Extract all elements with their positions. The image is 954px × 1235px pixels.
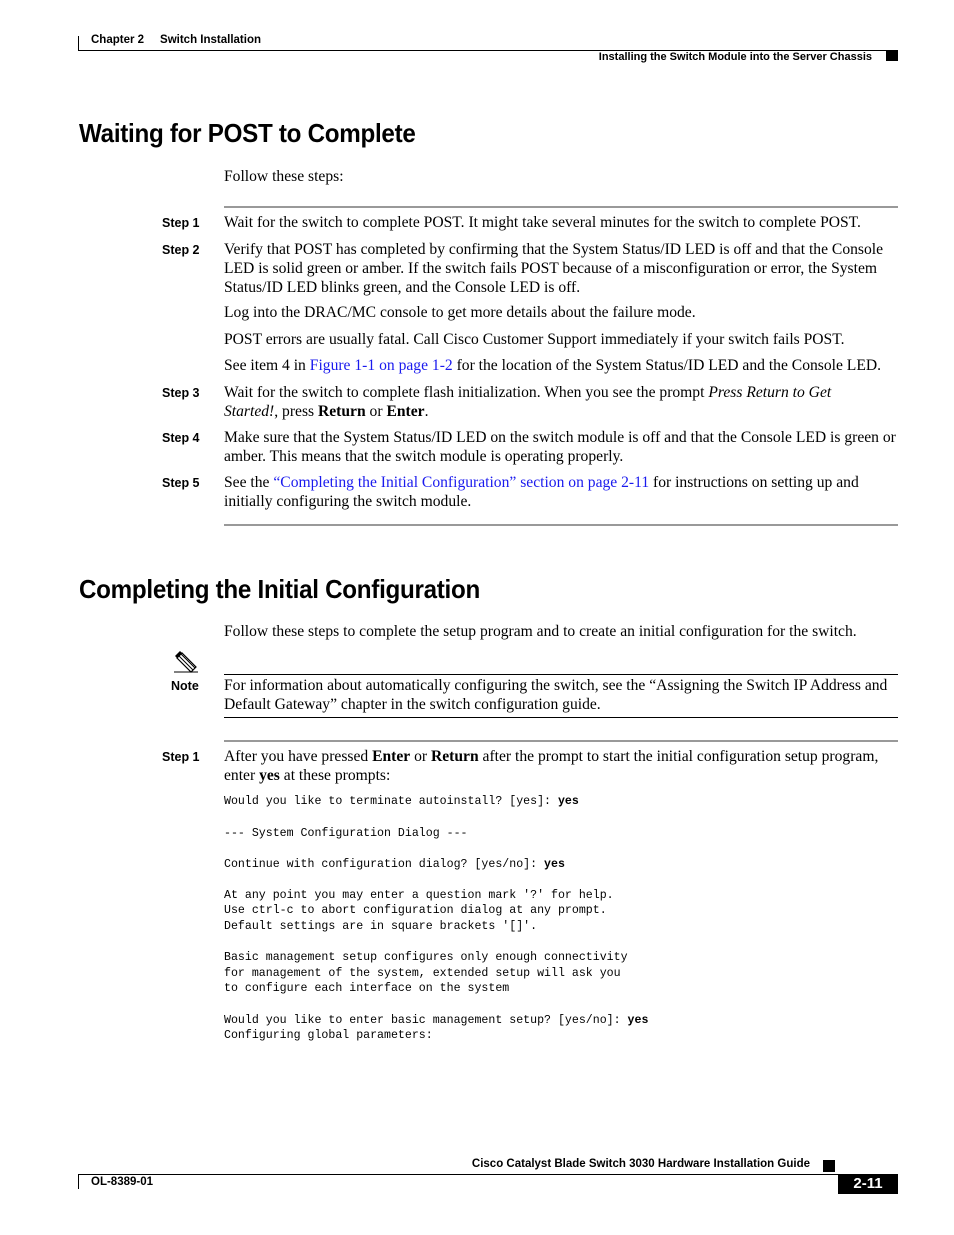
prompt-italic: Press Return to Get Started! <box>224 384 832 420</box>
code-line: --- System Configuration Dialog --- <box>224 827 468 840</box>
note-label: Note <box>171 679 199 693</box>
step-text <box>224 473 898 511</box>
key-return: Return <box>318 403 366 420</box>
footer-marker-block <box>823 1160 835 1172</box>
key-return: Return <box>431 748 479 765</box>
code-line: At any point you may enter a question mark '?' for help. <box>224 889 614 902</box>
code-text: Continue with configuration dialog? [yes/no]: <box>224 858 545 871</box>
footer-rule <box>78 1174 898 1175</box>
code-answer: yes <box>627 1014 649 1027</box>
step-label: Step 2 <box>162 243 200 257</box>
text-run: or <box>410 748 431 765</box>
step-label: Step 1 <box>162 750 200 764</box>
post-intro: Follow these steps: <box>224 168 344 185</box>
step-text: Wait for the switch to complete POST. It might take several minutes for the switch to complete POST. <box>224 214 861 231</box>
text-run: or <box>365 403 387 420</box>
note-top-rule <box>224 674 898 675</box>
footer-doc-id: OL-8389-01 <box>91 1176 154 1188</box>
config-steps-top-rule <box>224 740 898 742</box>
text-run: See item 4 in <box>224 357 310 374</box>
footer-guide-title: Cisco Catalyst Blade Switch 3030 Hardware Installation Guide <box>471 1158 810 1170</box>
chapter-title: Switch Installation <box>160 34 262 46</box>
text-run: Wait for the switch to complete flash initialization. When you see the prompt <box>224 384 709 401</box>
code-line <box>224 794 579 810</box>
key-enter: Enter <box>386 403 425 420</box>
footer-vertical-rule <box>78 1174 79 1189</box>
step-text: Verify that POST has completed by confirming that the System Status/ID LED is off and that the Console LED is solid green or amber. If the switch fails POST because of a misconfiguration or error, the System Status/ID LED blinks green, and the Console LED is off. <box>224 241 884 296</box>
answer-yes: yes <box>259 767 280 784</box>
step-label: Step 4 <box>162 431 200 445</box>
code-line: Configuring global parameters: <box>224 1029 433 1042</box>
step-label: Step 3 <box>162 386 200 400</box>
text-run: See the <box>224 474 274 491</box>
header-marker-block <box>886 51 898 61</box>
header-chapter <box>91 34 261 46</box>
pencil-note-icon <box>173 650 199 674</box>
code-line <box>224 1013 648 1029</box>
code-line <box>224 857 565 873</box>
text-run: at these prompts: <box>279 767 391 784</box>
step-paragraph: POST errors are usually fatal. Call Cisco Customer Support immediately if your switch fails POST. <box>224 331 845 348</box>
note-text: For information about automatically configuring the switch, see the “Assigning the Switch IP Address and Default Gateway” chapter in the switch configuration guide. <box>224 677 888 713</box>
config-intro: Follow these steps to complete the setup program and to create an initial configuration for the switch. <box>224 623 857 640</box>
note-bottom-rule <box>224 717 898 718</box>
figure-link[interactable]: Figure 1-1 <box>309 357 376 374</box>
code-line: for management of the system, extended setup will ask you <box>224 967 621 980</box>
text-run: After you have pressed <box>224 748 373 765</box>
text-run: for instructions on setting up and initially configuring the switch module. <box>224 474 859 510</box>
key-enter: Enter <box>372 748 411 765</box>
step-label: Step 5 <box>162 476 200 490</box>
text-run: after the prompt to start the initial configuration setup program, enter <box>224 748 879 784</box>
code-line: Basic management setup configures only enough connectivity <box>224 951 628 964</box>
text-run: , press <box>274 403 318 420</box>
code-line: to configure each interface on the system <box>224 982 510 995</box>
code-answer: yes <box>557 795 579 808</box>
footer-page-number: 2-11 <box>838 1174 898 1194</box>
step-text: Make sure that the System Status/ID LED on the switch module is off and that the Console LED is green or amber. This means that the switch module is operating properly. <box>224 429 896 465</box>
steps-top-rule <box>224 206 898 208</box>
code-line: Default settings are in square brackets '[]'. <box>224 920 538 933</box>
section-heading-post: Waiting for POST to Complete <box>79 118 416 148</box>
chapter-number: Chapter 2 <box>91 34 145 46</box>
code-text: Would you like to terminate autoinstall? [yes]: <box>224 795 558 808</box>
header-section-title: Installing the Switch Module into the Server Chassis <box>598 51 872 63</box>
step-label: Step 1 <box>162 216 200 230</box>
text-run: for the location of the System Status/ID LED and the Console LED. <box>452 357 882 374</box>
code-text: Would you like to enter basic management setup? [yes/no]: <box>224 1014 628 1027</box>
steps-bottom-rule <box>224 524 898 526</box>
step-paragraph: Log into the DRAC/MC console to get more details about the failure mode. <box>224 304 696 321</box>
step-text <box>224 383 884 421</box>
page-link[interactable]: on page 1-2 <box>379 357 453 374</box>
code-line: Use ctrl-c to abort configuration dialog at any prompt. <box>224 904 607 917</box>
header-vertical-rule <box>78 36 79 51</box>
text-run: . <box>424 403 429 420</box>
step-paragraph-see-figure <box>224 356 898 375</box>
section-heading-config: Completing the Initial Configuration <box>79 574 480 604</box>
section-link[interactable]: “Completing the Initial Configuration” section on page 2-11 <box>273 474 650 491</box>
step-text <box>224 747 898 785</box>
code-answer: yes <box>544 858 565 871</box>
